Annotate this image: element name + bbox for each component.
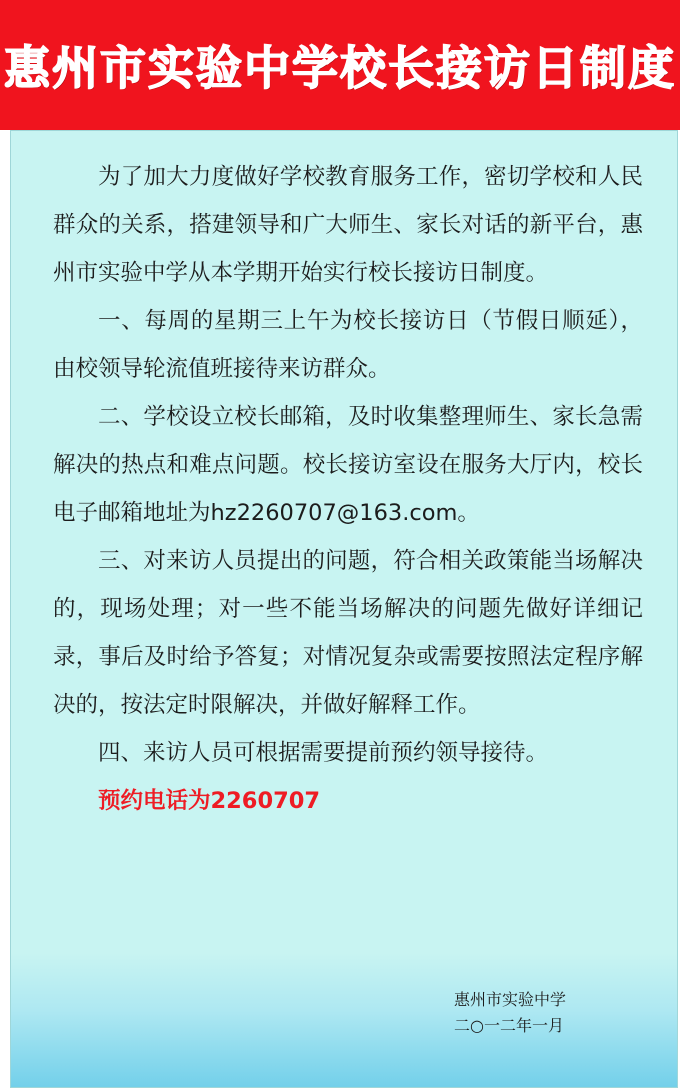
content-panel xyxy=(10,130,678,1088)
poster-title: 惠州市实验中学校长接访日制度 xyxy=(4,41,676,95)
signature-block xyxy=(454,987,566,1039)
appointment-phone: 预约电话为2260707 xyxy=(98,788,321,814)
rule-item-2: 二、学校设立校长邮箱，及时收集整理师生、家长急需解决的热点和难点问题。校长接访室设在服务大厅内，校长电子邮箱地址为hz2260707@163.com。 xyxy=(53,404,643,526)
title-banner xyxy=(0,0,680,130)
rule-item-1: 一、每周的星期三上午为校长接访日（节假日顺延），由校领导轮流值班接待来访群众。 xyxy=(53,308,643,382)
rule-item-3: 三、对来访人员提出的问题，符合相关政策能当场解决的，现场处理；对一些不能当场解决的问题先做好详细记录，事后及时给予答复；对情况复杂或需要按照法定程序解决的，按法定时限解决，并做好解释工作。 xyxy=(53,548,643,718)
notice-body xyxy=(53,153,643,825)
signature-date: 二○一二年一月 xyxy=(454,1016,564,1035)
intro-paragraph: 为了加大力度做好学校教育服务工作，密切学校和人民群众的关系，搭建领导和广大师生、家长对话的新平台，惠州市实验中学从本学期开始实行校长接访日制度。 xyxy=(53,164,643,286)
signature-organization: 惠州市实验中学 xyxy=(454,990,567,1009)
rule-item-4: 四、来访人员可根据需要提前预约领导接待。 xyxy=(98,740,549,766)
